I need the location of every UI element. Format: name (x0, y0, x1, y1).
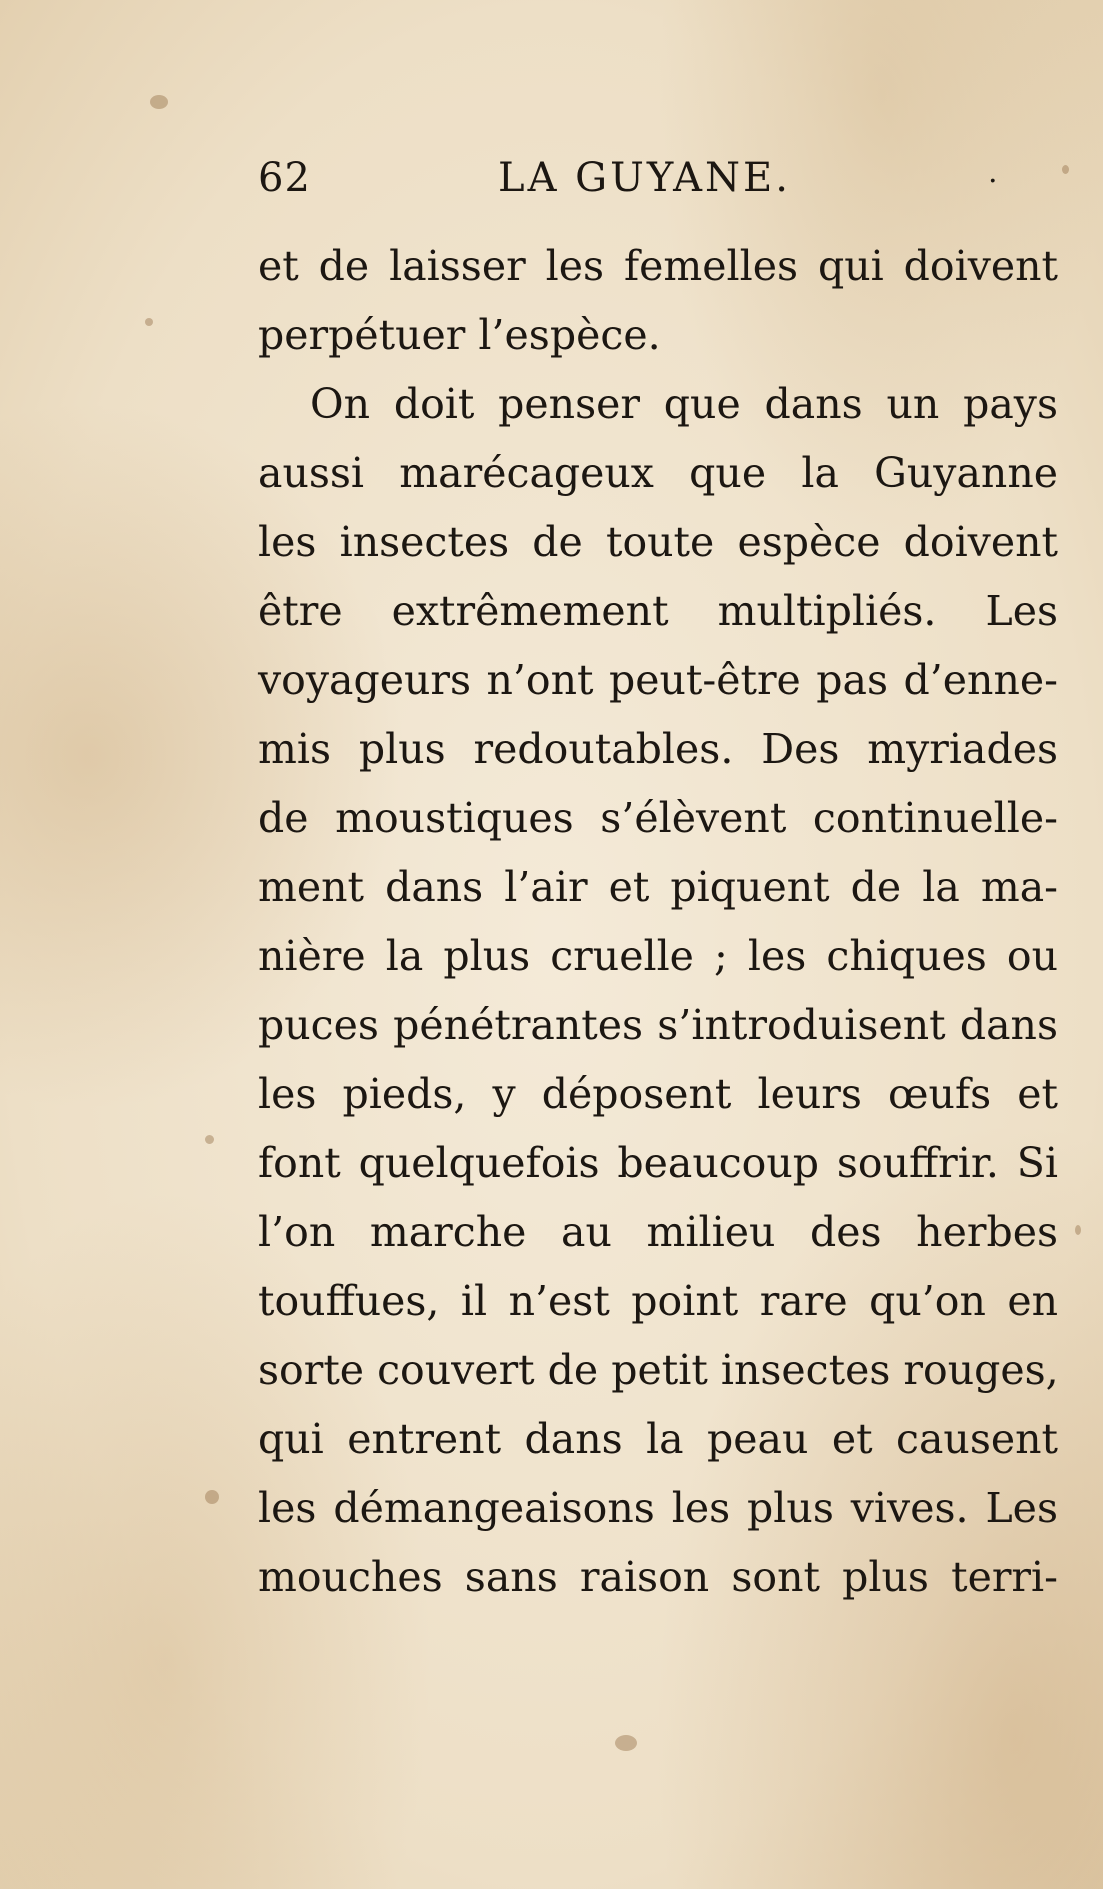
text-line: puces pénétrantes s’introduisent dans (258, 1001, 1058, 1049)
text-line: et de laisser les femelles qui doivent (258, 242, 1058, 290)
text-line: mis plus redoutables. Des myriades (258, 725, 1058, 773)
foxing-spot (205, 1135, 214, 1144)
text-line: les pieds, y déposent leurs œufs et (258, 1070, 1058, 1118)
text-line: l’on marche au milieu des herbes (258, 1208, 1058, 1256)
foxing-spot (1075, 1225, 1081, 1235)
text-line: les démangeaisons les plus vives. Les (258, 1484, 1058, 1532)
text-line: être extrêmement multipliés. Les (258, 587, 1058, 635)
text-line: nière la plus cruelle ; les chiques ou (258, 932, 1058, 980)
text-line: font quelquefois beaucoup souffrir. Si (258, 1139, 1058, 1187)
foxing-spot (150, 95, 168, 109)
text-line: On doit penser que dans un pays (310, 380, 1058, 428)
text-line: ment dans l’air et piquent de la ma- (258, 863, 1058, 911)
text-line: qui entrent dans la peau et causent (258, 1415, 1058, 1463)
text-line: perpétuer l’espèce. (258, 311, 661, 359)
text-line: aussi marécageux que la Guyanne (258, 449, 1058, 497)
text-line: voyageurs n’ont peut-être pas d’enne- (258, 656, 1058, 704)
header-mark: . (988, 155, 999, 190)
body-text (258, 232, 1058, 1612)
text-line: les insectes de toute espèce doivent (258, 518, 1058, 566)
text-line: touffues, il n’est point rare qu’on en (258, 1277, 1058, 1325)
text-line: de moustiques s’élèvent continuelle- (258, 794, 1058, 842)
running-header (258, 155, 1058, 215)
text-line: sorte couvert de petit insectes rouges, (258, 1346, 1059, 1394)
page-number: 62 (258, 155, 311, 201)
foxing-spot (1062, 165, 1069, 174)
foxing-spot (145, 318, 153, 326)
running-title: LA GUYANE. (498, 155, 791, 201)
foxing-spot (205, 1490, 219, 1504)
text-line: mouches sans raison sont plus terri- (258, 1553, 1058, 1601)
foxing-spot (615, 1735, 637, 1751)
